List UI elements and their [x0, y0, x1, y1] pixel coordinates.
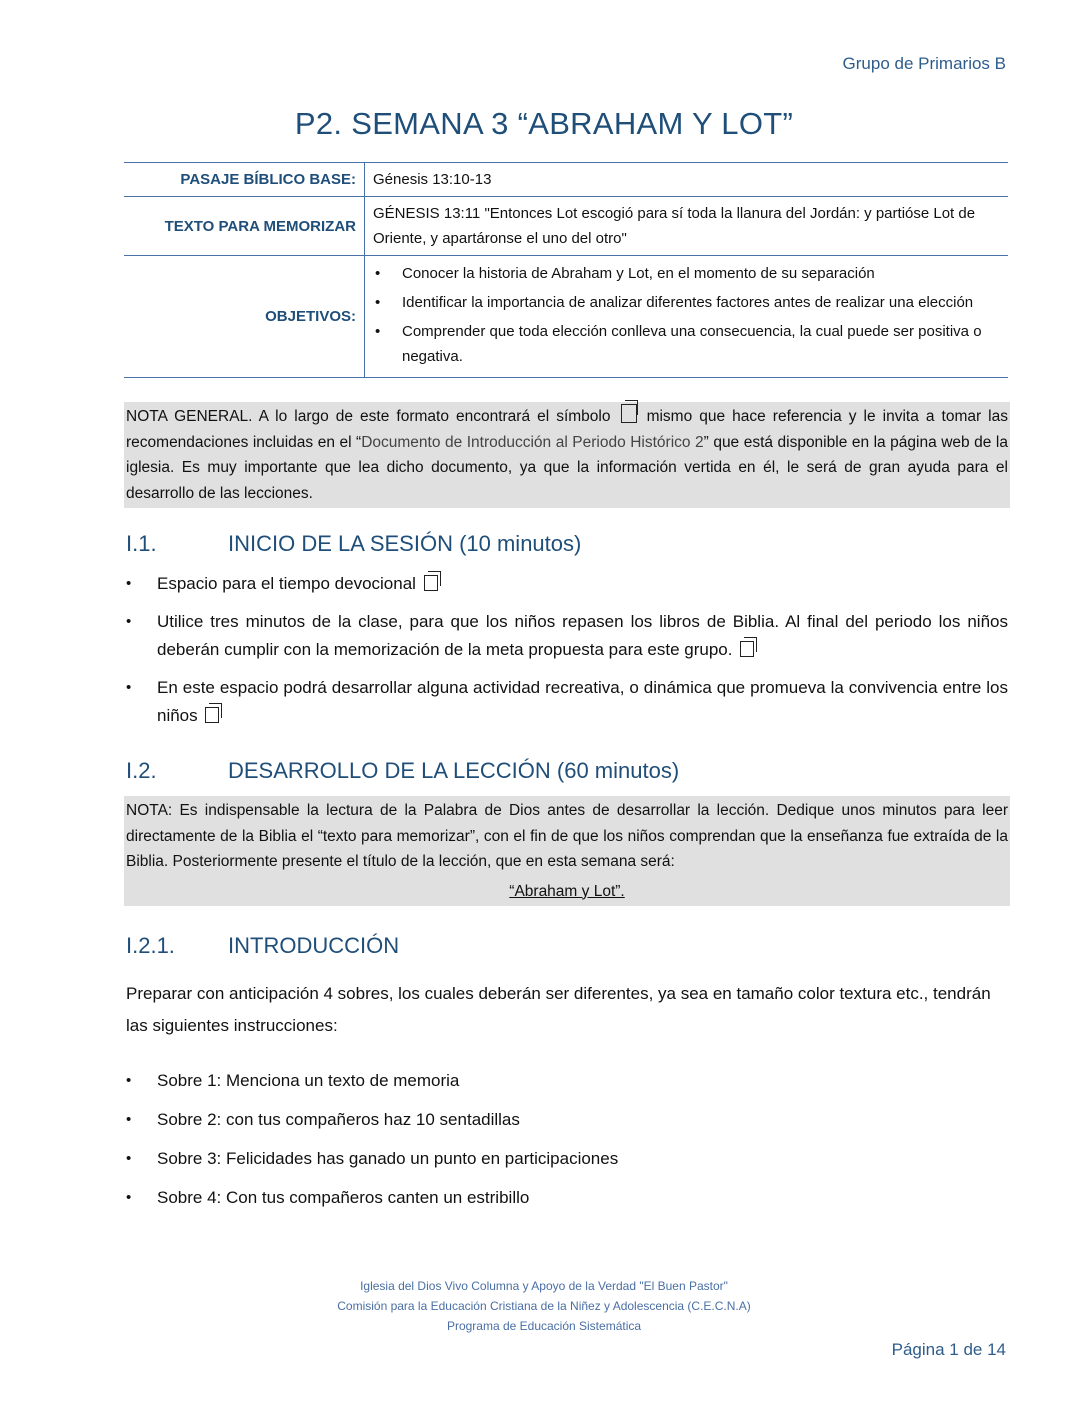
sobres-list	[124, 1061, 1008, 1217]
section-number: I.2.1.	[126, 933, 175, 958]
header-group: Grupo de Primarios B	[842, 54, 1006, 73]
footer-line: Programa de Educación Sistemática	[446, 1319, 642, 1333]
info-table	[124, 162, 1008, 378]
pasaje-value: Génesis 13:10-13	[365, 163, 1009, 197]
document-reference: Documento de Introducción al Periodo Histórico 2	[361, 433, 704, 451]
document-icon	[205, 707, 219, 723]
section-title: DESARROLLO DE LA LECCIÓN (60 minutos)	[228, 758, 680, 783]
list-item-text: En este espacio podrá desarrollar alguna actividad recreativa, o dinámica que promueva la convivencia entre los niños	[157, 678, 1008, 725]
document-icon	[424, 575, 438, 591]
nota-general-part3: ” que está disponible en la página web de la iglesia. Es muy importante que lea dicho documento, ya que la información vertida en él, le será de gran ayuda para el desarrollo de las lecciones.	[126, 433, 1008, 502]
page-number: Página 1 de 14	[891, 1340, 1006, 1359]
section-title: INICIO DE LA SESIÓN (10 minutos)	[228, 531, 582, 556]
nota-general-part2: mismo que hace referencia y le invita a tomar las recomendaciones incluidas en el “	[126, 408, 1008, 451]
pasaje-row	[124, 163, 1008, 197]
nota-general-part1: NOTA GENERAL. A lo largo de este formato encontrará el símbolo	[126, 408, 611, 425]
list-item: • Sobre 1: Menciona un texto de memoria	[124, 1061, 1008, 1100]
texto-value: GÉNESIS 13:11 "Entonces Lot escogió para sí toda la llanura del Jordán: y partióse Lot de Oriente, y apartáronse el uno del otro"	[365, 197, 1009, 256]
list-item: • Sobre 3: Felicidades has ganado un punto en participaciones	[124, 1139, 1008, 1178]
list-item-text: Utilice tres minutos de la clase, para que los niños repasen los libros de Biblia. Al final del periodo los niños deberán cumplir con la memorización de la meta propuesta para este grupo.	[157, 612, 1008, 659]
footer-line: Iglesia del Dios Vivo Columna y Apoyo de la Verdad "El Buen Pastor"	[360, 1279, 728, 1293]
page-title: P2. SEMANA 3 “ABRAHAM Y LOT”	[294, 106, 794, 141]
objetivos-list	[373, 261, 1000, 369]
list-item-text: Espacio para el tiempo devocional	[157, 574, 416, 593]
pasaje-label: PASAJE BÍBLICO BASE:	[124, 163, 365, 197]
list-item: • Conocer la historia de Abraham y Lot, en el momento de su separación	[373, 261, 1000, 286]
list-item: • Identificar la importancia de analizar diferentes factores antes de realizar una elección	[373, 290, 1000, 315]
list-item: • Sobre 2: con tus compañeros haz 10 sentadillas	[124, 1100, 1008, 1139]
lesson-title: “Abraham y Lot”.	[509, 882, 625, 900]
texto-label: TEXTO PARA MEMORIZAR	[124, 197, 365, 256]
list-item: • Sobre 4: Con tus compañeros canten un estribillo	[124, 1178, 1008, 1217]
footer	[0, 1276, 1088, 1336]
document-icon	[740, 641, 754, 657]
section-heading-inicio	[126, 531, 581, 557]
nota-text: NOTA: Es indispensable la lectura de la Palabra de Dios antes de desarrollar la lección. Dedique unos minutos para leer directamente de la Biblia el “texto para memorizar”, con el fin de que los niños comprendan que la enseñanza fue extraída de la Biblia. Posteriormente presente el título de la lección, que en esta semana será:	[126, 802, 1008, 870]
intro-paragraph: Preparar con anticipación 4 sobres, los cuales deberán ser diferentes, ya sea en tamaño color textura etc., tendrán las siguientes instrucciones:	[126, 984, 991, 1035]
list-item: • Comprender que toda elección conlleva una consecuencia, la cual puede ser positiva o negativa.	[373, 319, 1000, 369]
section-number: I.1.	[126, 531, 157, 556]
section-title: INTRODUCCIÓN	[228, 933, 400, 958]
section-heading-desarrollo	[126, 758, 679, 784]
list-item	[124, 570, 1008, 598]
footer-line: Comisión para la Educación Cristiana de la Niñez y Adolescencia (C.E.C.N.A)	[337, 1299, 751, 1313]
section-heading-introduccion	[126, 933, 399, 959]
objetivos-cell	[365, 256, 1009, 378]
nota-desarrollo	[124, 796, 1010, 906]
document-icon	[621, 404, 637, 423]
list-item	[124, 608, 1008, 664]
objetivos-row	[124, 256, 1008, 378]
list-item	[124, 674, 1008, 730]
texto-row	[124, 197, 1008, 256]
objetivos-label: OBJETIVOS:	[124, 256, 365, 378]
section-number: I.2.	[126, 758, 157, 783]
inicio-list	[124, 570, 1008, 730]
nota-general	[124, 402, 1010, 508]
